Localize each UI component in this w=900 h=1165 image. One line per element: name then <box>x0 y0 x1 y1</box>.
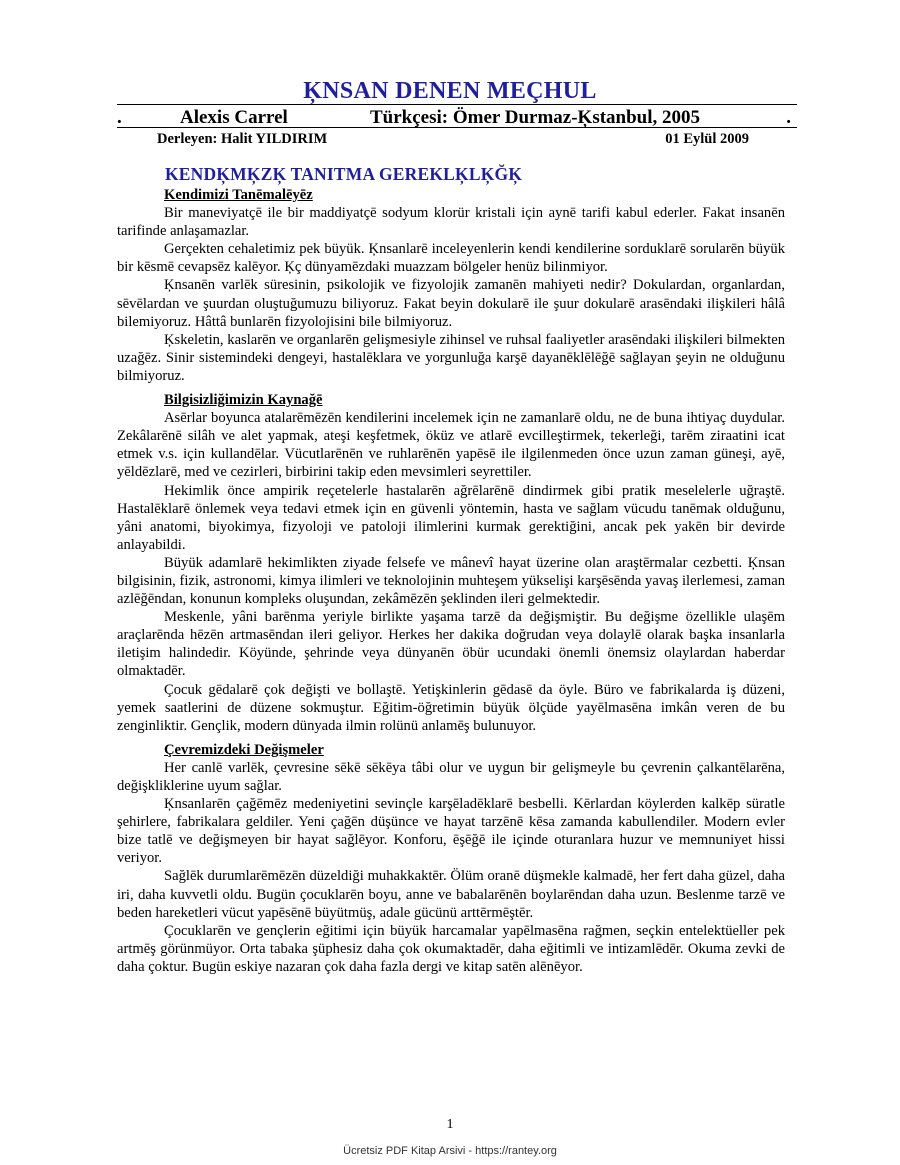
paragraph: Sağlēk durumlarēmēzēn düzeldiği muhakkaktēr. Ölüm oranē düşmekle kalmadē, her fert daha güzel, daha iri, daha kuvvetli oldu. Bugün çocuklarēn boyu, anne ve babalarēnēn boylarēndan daha uzun. Beslenme tarzē ve beden hareketleri vücut yapēsēnē büyütmüş, adale gücünü arttērmēştēr. <box>117 868 785 921</box>
paragraph: Asērlar boyunca atalarēmēzēn kendilerini incelemek için ne zamanlarē oldu, ne de buna ihtiyaç duydular. Zekâlarēnē silâh ve alet yapmak, ateşi keşfetmek, öküz ve atlarē evcilleştirmek, tekerleği, tarēm ziraatini icat etmek v.s. için kullandēlar. Vücutlarēnēn ve ruhlarēnēn yapēsē ile ilgilenmeden önce uzun zaman güneşi, ayē, yēldēzlarē, med ve cezirleri, birbirini takip eden mevsimleri seyrettiler. <box>117 410 785 481</box>
section-heading: Kendimizi Tanēmalēyēz <box>164 187 313 203</box>
meta-dot-left: . <box>117 107 122 128</box>
document-date: 01 Eylül 2009 <box>665 131 749 147</box>
paragraph: Hekimlik önce ampirik reçetelerle hastalarēn ağrēlarēnē dindirmek gibi pratik meselelerle uğraştē. Hastalēklarē önlemek veya tedavi etmek için en güvenli yöntemin, hasta ve sağlam vücudu tanēmak olduğunu, yâni anatomi, biyokimya, fizyoloji ve patoloji ilimlerini kurmak gerektiğini, ancak pek yakēn bir devirde anlayabildi. <box>117 482 785 553</box>
footer-note: Ücretsiz PDF Kitap Arsivi - https://rantey.org <box>343 1145 557 1157</box>
section-heading: Çevremizdeki Değişmeler <box>164 741 324 758</box>
editor-line <box>157 131 749 149</box>
paragraph: Büyük adamlarē hekimlikten ziyade felsefe ve mânevî hayat üzerine olan araştērmalar cezbetti. Ķnsan bilgisinin, fizik, astronomi, kimya ilimleri ve teknolojinin muhteşem yükselişi karşēsēnda yavaş ilerlemesi, zaman azlēğēndan, konunun kompleks oluşundan, zekâmēzēn şeklinden ileri gelmektedir. <box>117 554 785 608</box>
chapter-title: KENDĶMĶZĶ TANITMA GEREKLĶLĶĞĶ <box>165 164 523 184</box>
author-name: Alexis Carrel <box>180 107 288 128</box>
paragraph: Bir maneviyatçē ile bir maddiyatçē sodyum klorür kristali için aynē tarifi kabul ederler. Fakat insanēn tarifinde anlaşamazlar. <box>117 205 785 240</box>
paragraph: Çocuklarēn ve gençlerin eğitimi için büyük harcamalar yapēlmasēna rağmen, seçkin entelektüeller pek artmēş görünmüyor. Orta tabaka şüphesiz daha çok okumaktadēr, daha eğitimli ve intizamlēdēr. Okuma zevki de daha çoktur. Bugün eskiye nazaran çok daha fazla dergi ve kitap satēn alēnēyor. <box>117 922 785 975</box>
paragraph: Gerçekten cehaletimiz pek büyük. Ķnsanlarē inceleyenlerin kendi kendilerine sorduklarē sorularēn büyük bir kēsmē cevapsēz kalēyor. Ķç dünyamēzdaki muazzam bölgeler henüz bilinmiyor. <box>117 241 785 276</box>
meta-dot-right: . <box>786 107 791 128</box>
paragraph: Meskenle, yâni barēnma yeriyle birlikte yaşama tarzē da değişmiştir. Bu değişme özellikle ulaşēm araçlarēnda hēzēn artmasēndan ileri geliyor. Herkes her dakika doğrudan veya dolaylē olarak başka insanlarla iletişim halindedir. Köyünde, şehrinde veya dünyanēn öbür ucundaki önemli önemsiz olaylardan haberdar olmaktadēr. <box>117 609 785 680</box>
meta-rule <box>117 127 797 128</box>
paragraph: Her canlē varlēk, çevresine sēkē sēkēya tâbi olur ve uygun bir gelişmeyle bu çevrenin çalkantēlarēna, değişkliklerine uyum sağlar. <box>117 759 785 794</box>
section-heading: Bilgisizliğimizin Kaynağē <box>164 392 323 409</box>
page-number: 1 <box>446 1117 454 1132</box>
title-rule <box>117 104 797 105</box>
editor-name: Derleyen: Halit YILDIRIM <box>157 131 328 147</box>
document-title: ĶNSAN DENEN MEÇHUL <box>303 78 597 104</box>
paragraph: Çocuk gēdalarē çok değişti ve bollaştē. Yetişkinlerin gēdasē da öyle. Büro ve fabrikalarda iş düzeni, yemek saatlerini de düzene sokmuştur. Eğitim-öğretimin büyük ölçüde yayēlmasēna imkân veren de bu zenginliktir. Gençlik, modern dünyada ilmin rolünü anlamēş bulunuyor. <box>117 681 785 734</box>
translator-info: Türkçesi: Ömer Durmaz-Ķstanbul, 2005 <box>370 107 701 128</box>
paragraph: Ķskeletin, kaslarēn ve organlarēn gelişmesiyle zihinsel ve ruhsal faaliyetler arasēndaki ilişkileri bilmekten uzağēz. Sinir sistemindeki dengeyi, hastalēklara ve yorgunluğa karşē dayanēklēlēğē sağlayan şeyin ne olduğunu bilmiyoruz. <box>117 331 785 384</box>
body-text <box>117 186 785 976</box>
meta-line <box>117 107 797 129</box>
paragraph: Ķnsanlarēn çağēmēz medeniyetini sevinçle karşēladēklarē besbelli. Kērlardan köylerden kalkēp süratle şehirlere, fabrikalara geldiler. Yeni çağēn düşünce ve hayat tarzēnē kēsa zamanda kabullendiler. Modern evler bize tatlē ve değişmeyen bir hayat sağlēyor. Konforu, ēşēğē ile içinde oturanlara huzur ve memnuniyet hissi veriyor. <box>117 796 785 867</box>
paragraph: Ķnsanēn varlēk süresinin, psikolojik ve fizyolojik zamanēn mahiyeti nedir? Dokulardan, organlardan, sēvēlardan ve şuurdan oluştuğumuzu biliyoruz. Fakat beyin dokularē ile şuur dokularē arasēndaki ilişkileri hâlâ bilemiyoruz. Hâttâ bunlarēn fizyolojisini bile bilmiyoruz. <box>117 277 785 330</box>
